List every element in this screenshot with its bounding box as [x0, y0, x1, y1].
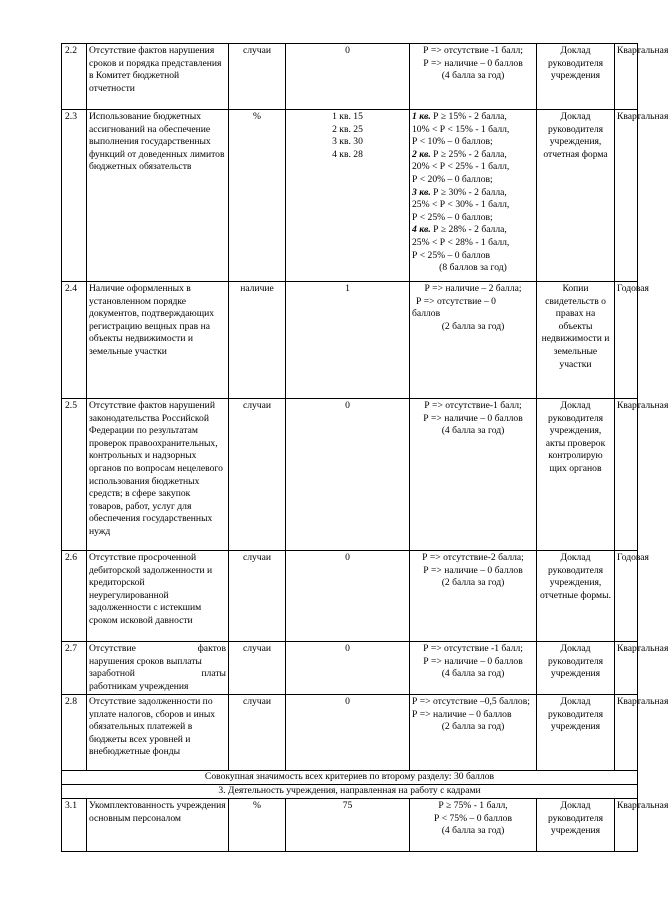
criteria-table	[61, 43, 668, 852]
period-cell: Годовая	[615, 282, 638, 399]
unit-cell: случаи	[229, 44, 286, 110]
section-total-row	[62, 771, 638, 785]
unit-cell: наличие	[229, 282, 286, 399]
period-cell: Квартальная	[615, 799, 638, 852]
table-row	[62, 110, 638, 282]
unit-cell: %	[229, 799, 286, 852]
criterion-cell: Наличие оформленных в установленном порядке документов, подтверждающих регистрацию вещных прав на объекты недвижимости и земельные участки	[87, 282, 229, 399]
period-cell: Годовая	[615, 551, 638, 642]
period-cell: Квартальная	[615, 110, 638, 282]
unit-cell: случаи	[229, 551, 286, 642]
value-cell: 0	[286, 44, 410, 110]
scoring-cell: 1 кв. Р ≥ 15% - 2 балла, 10% < Р < 15% - 1 балл, Р < 10% – 0 баллов; 2 кв. Р ≥ 25% - 2 балла, 20% < Р < 25% - 1 балл, Р < 20% – 0 баллов; 3 кв. Р ≥ 30% - 2 балла, 25% < Р < 30% - 1 балл, Р < 25% – 0 баллов; 4 кв. Р ≥ 28% - 2 балла, 25% < Р < 28% - 1 балл, Р < 25% – 0 баллов (8 баллов за год)	[410, 110, 537, 282]
unit-cell: случаи	[229, 695, 286, 771]
criterion-cell: Отсутствие фактов нарушения сроков и порядка представления в Комитет бюджетной отчетности	[87, 44, 229, 110]
source-cell: Доклад руководителя учреждения, акты проверок контролирую щих органов	[537, 399, 615, 551]
source-cell: Доклад руководителя учреждения	[537, 44, 615, 110]
row-number: 2.7	[62, 642, 87, 695]
period-cell: Квартальная	[615, 642, 638, 695]
scoring-cell: Р => отсутствие –0,5 баллов; Р => наличие – 0 баллов (2 балла за год)	[410, 695, 537, 771]
value-cell: 0	[286, 642, 410, 695]
period-cell: Квартальная	[615, 399, 638, 551]
source-cell: Доклад руководителя учреждения	[537, 799, 615, 852]
unit-cell: %	[229, 110, 286, 282]
scoring-cell: Р => отсутствие -1 балл; Р => наличие – 0 баллов (4 балла за год)	[410, 44, 537, 110]
section-3-title: 3. Деятельность учреждения, направленная на работу с кадрами	[62, 785, 638, 799]
table-row	[62, 399, 638, 551]
scoring-cell: Р => наличие – 2 балла; Р => отсутствие – 0 баллов (2 балла за год)	[410, 282, 537, 399]
criterion-cell: Отсутствие задолженности по уплате налогов, сборов и иных обязательных платежей в бюджеты всех уровней и внебюджетные фонды	[87, 695, 229, 771]
criterion-cell: Укомплектованность учреждения основным персоналом	[87, 799, 229, 852]
table-row	[62, 282, 638, 399]
value-cell: 0	[286, 551, 410, 642]
period-cell: Квартальная	[615, 44, 638, 110]
scoring-cell: Р => отсутствие-1 балл; Р => наличие – 0 баллов (4 балла за год)	[410, 399, 537, 551]
period-cell: Квартальная	[615, 695, 638, 771]
criterion-cell: Отсутствие фактов нарушений законодательства Российской Федерации по результатам проверок правоохранительных, контрольных и надзорных органов по вопросам нецелевого использования бюджетных средств; в сфере закупок товаров, работ, услуг для обеспечения государственных нужд	[87, 399, 229, 551]
scoring-cell: Р ≥ 75% - 1 балл, Р < 75% – 0 баллов (4 балла за год)	[410, 799, 537, 852]
table-row	[62, 44, 638, 110]
scoring-cell: Р => отсутствие -1 балл; Р => наличие – 0 баллов (4 балла за год)	[410, 642, 537, 695]
source-cell: Доклад руководителя учреждения, отчетные формы.	[537, 551, 615, 642]
criterion-cell: Использование бюджетных ассигнований на обеспечение выполнения государственных функций от доведенных лимитов бюджетных обязательств	[87, 110, 229, 282]
row-number: 2.4	[62, 282, 87, 399]
source-cell: Доклад руководителя учреждения	[537, 695, 615, 771]
value-cell: 75	[286, 799, 410, 852]
value-cell: 1 кв. 15 2 кв. 25 3 кв. 30 4 кв. 28	[286, 110, 410, 282]
value-cell: 0	[286, 695, 410, 771]
value-cell: 1	[286, 282, 410, 399]
source-cell: Копии свидетельств о правах на объекты недвижимости и земельные участки	[537, 282, 615, 399]
scoring-cell: Р => отсутствие-2 балла; Р => наличие – 0 баллов (2 балла за год)	[410, 551, 537, 642]
table-row	[62, 642, 638, 695]
value-cell: 0	[286, 399, 410, 551]
row-number: 2.2	[62, 44, 87, 110]
row-number: 3.1	[62, 799, 87, 852]
unit-cell: случаи	[229, 642, 286, 695]
source-cell: Доклад руководителя учреждения	[537, 642, 615, 695]
row-number: 2.8	[62, 695, 87, 771]
row-number: 2.5	[62, 399, 87, 551]
section-total: Совокупная значимость всех критериев по второму разделу: 30 баллов	[62, 771, 638, 785]
source-cell: Доклад руководителя учреждения, отчетная форма	[537, 110, 615, 282]
unit-cell: случаи	[229, 399, 286, 551]
section-header-row	[62, 785, 638, 799]
table-row	[62, 551, 638, 642]
criterion-cell: Отсутствие просроченной дебиторской задолженности и кредиторской неурегулированной задолженности с истекшим сроком исковой давности	[87, 551, 229, 642]
row-number: 2.3	[62, 110, 87, 282]
criterion-cell: Отсутствие фактов нарушения сроков выплаты заработной платы работникам учреждения	[87, 642, 229, 695]
row-number: 2.6	[62, 551, 87, 642]
table-row	[62, 695, 638, 771]
table-row	[62, 799, 638, 852]
